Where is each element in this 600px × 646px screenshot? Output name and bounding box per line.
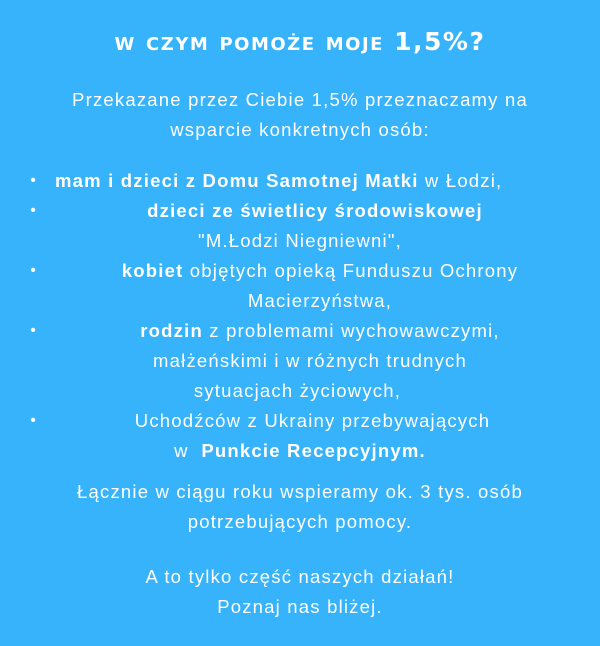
summary-line: potrzebujących pomocy. (187, 511, 413, 532)
closing-paragraph (20, 562, 580, 622)
bullet-icon: • (30, 322, 36, 339)
item-text: Uchodźców z Ukrainy przebywających (134, 410, 491, 431)
intro-paragraph (20, 85, 580, 145)
list-item (0, 166, 600, 196)
bullet-icon: • (30, 172, 36, 189)
item-continuation: "M.Łodzi Niegniewni", (198, 230, 402, 251)
bullet-icon: • (30, 262, 36, 279)
summary-line: Łącznie w ciągu roku wspieramy ok. 3 tys. osób (77, 481, 523, 502)
item-text: w Łodzi, (418, 170, 503, 191)
item-continuation: sytuacjach życiowych, (193, 380, 402, 401)
item-text: w (174, 440, 202, 461)
item-bold-text: dzieci ze świetlicy środowiskowej (147, 200, 483, 221)
item-continuation: Macierzyństwa, (247, 290, 393, 311)
intro-line: Przekazane przez Ciebie 1,5% przeznaczamy na (72, 89, 528, 110)
item-bold-text: kobiet (121, 260, 184, 281)
list-item (0, 406, 600, 466)
beneficiaries-list (0, 166, 600, 466)
list-item (0, 316, 600, 406)
summary-paragraph (20, 477, 580, 537)
item-bold-text: rodzin (140, 320, 203, 341)
closing-line: Poznaj nas bliżej. (217, 596, 383, 617)
item-bold-text: Punkcie Recepcyjnym. (201, 440, 426, 461)
item-text: z problemami wychowawczymi, (202, 320, 500, 341)
item-text: objętych opieką Funduszu Ochrony (183, 260, 519, 281)
item-continuation: małżeńskimi i w różnych trudnych (153, 350, 467, 371)
list-item (0, 256, 600, 316)
page-title: w czym pomoże moje 1,5%? (114, 27, 486, 56)
bullet-icon: • (30, 412, 36, 429)
list-item (0, 196, 600, 256)
intro-line: wsparcie konkretnych osób: (170, 119, 430, 140)
item-bold-text: mam i dzieci z Domu Samotnej Matki (55, 170, 419, 191)
closing-line: A to tylko część naszych działań! (145, 566, 455, 587)
bullet-icon: • (30, 202, 36, 219)
